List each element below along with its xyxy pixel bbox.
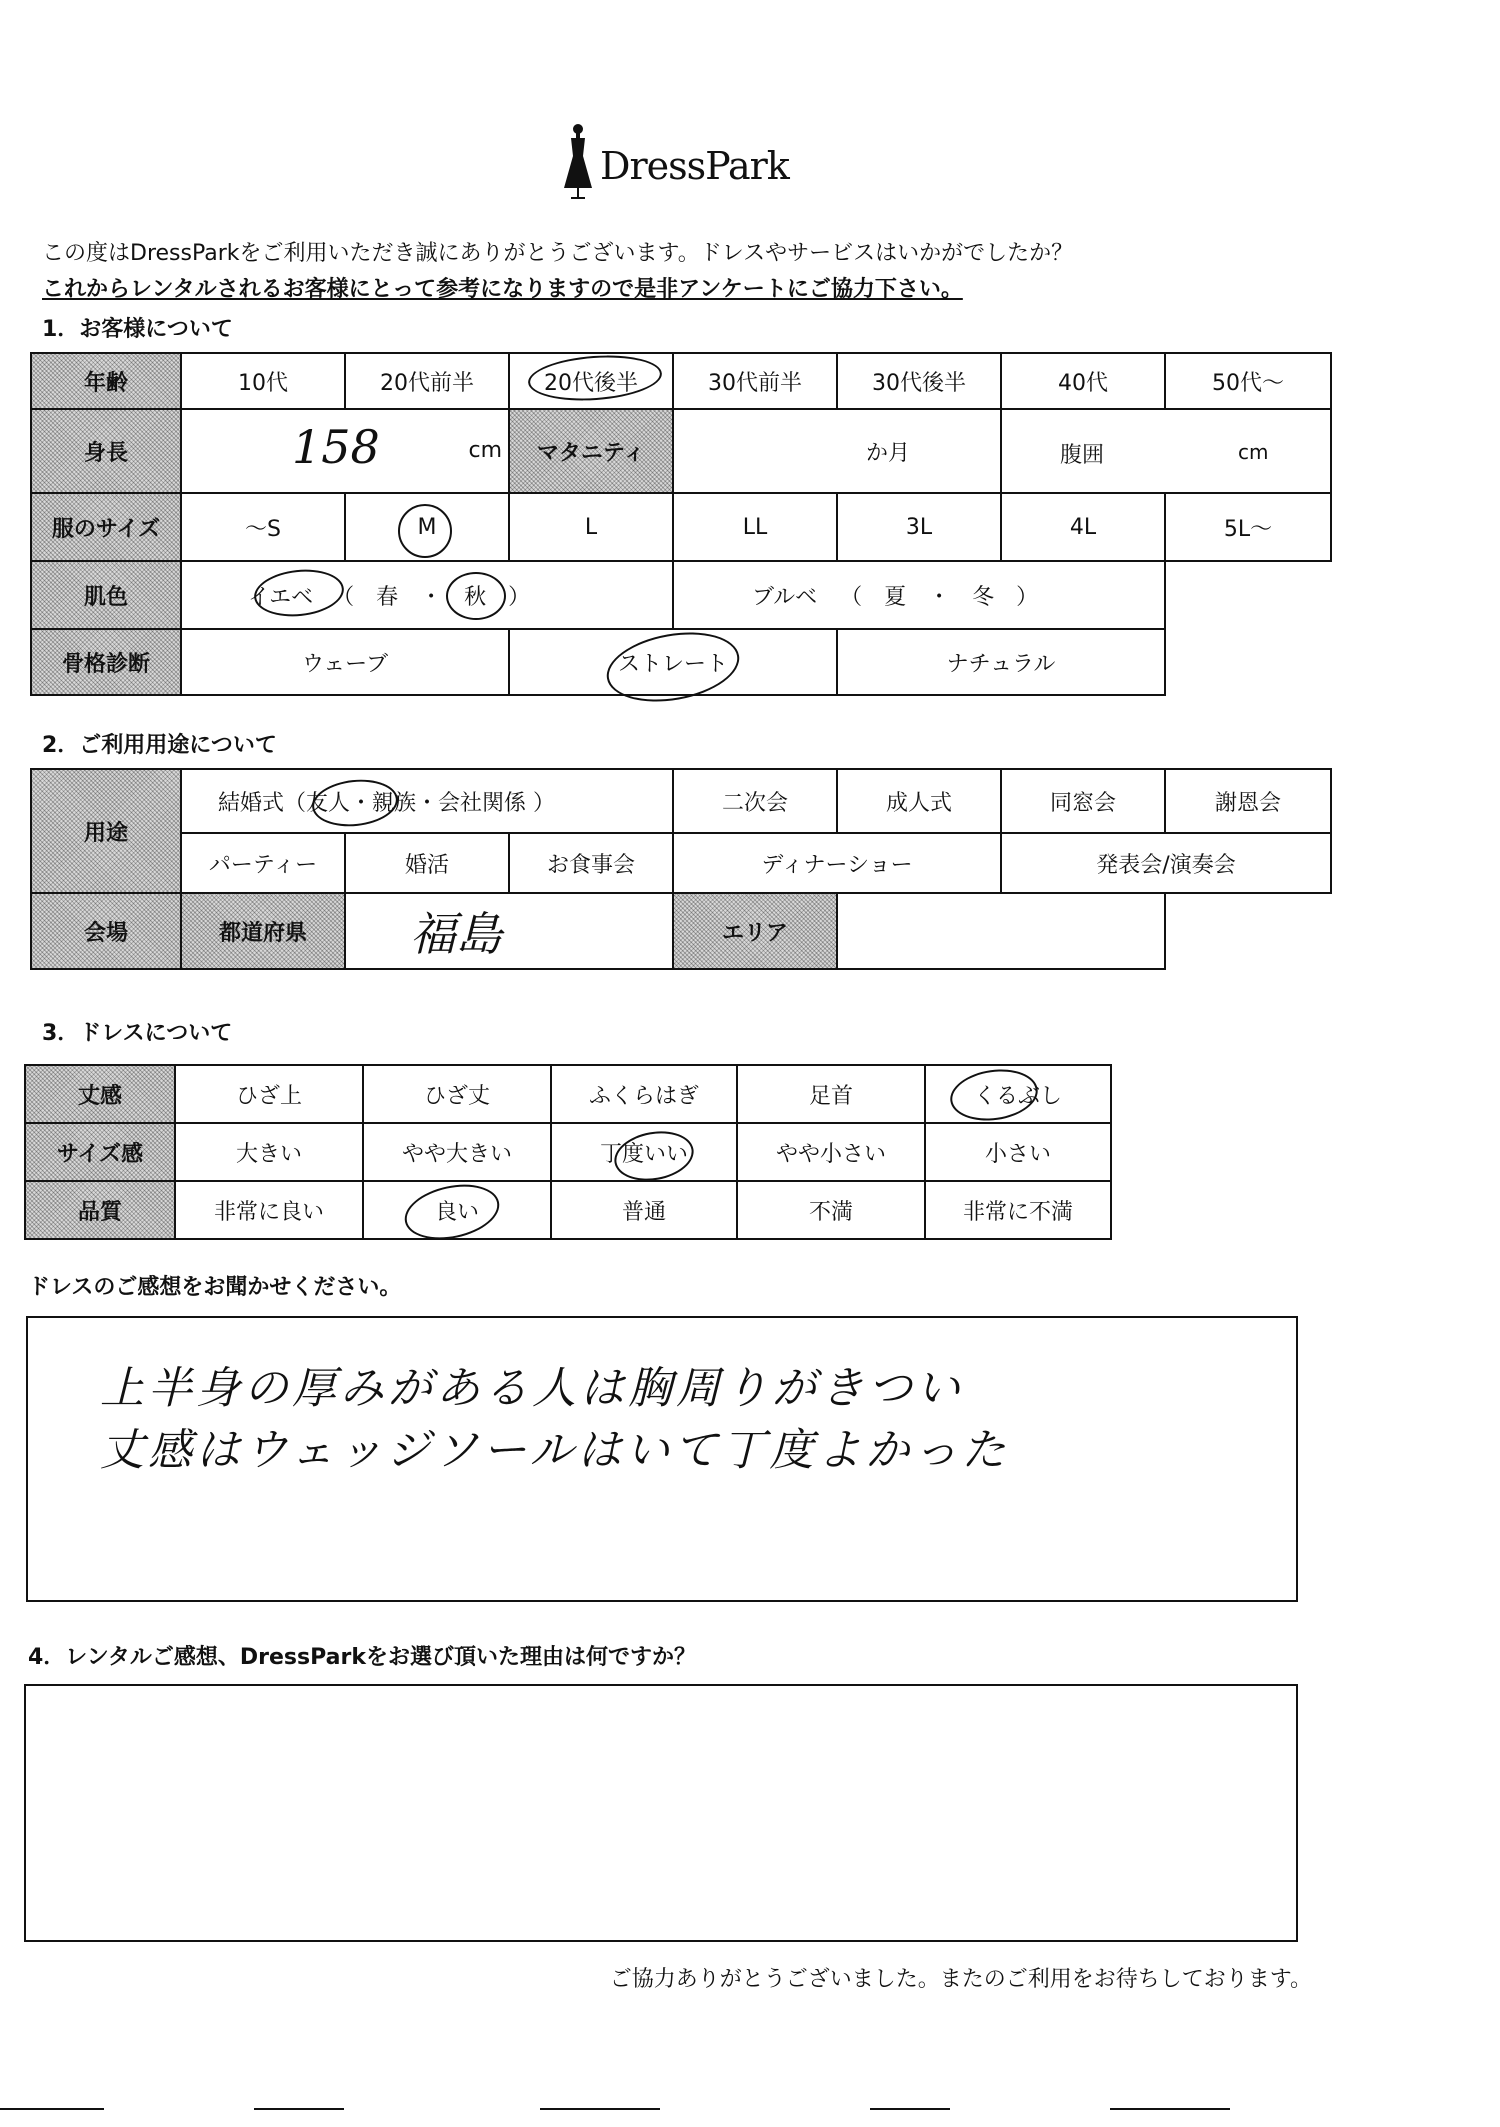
quality-option-selected[interactable]: 良い [363,1181,551,1239]
prefecture-field[interactable] [345,893,673,969]
skin-yellow-seasons: （ 春 ・ 秋 ） [332,584,531,610]
size-option-selected[interactable]: M [345,493,509,561]
usage-option[interactable]: 同窓会 [1001,769,1165,833]
maternity-label: マタニティ [509,409,673,493]
length-option[interactable]: ふくらはぎ [551,1065,737,1123]
age-option[interactable]: 10代 [181,353,345,409]
usage-table [30,768,1332,970]
section4-title: 4．レンタルご感想、DressParkをお選び頂いた理由は何ですか？ [28,1645,696,1670]
quality-option[interactable]: 普通 [551,1181,737,1239]
section3-title: 3．ドレスについて [42,1021,233,1046]
size-option[interactable]: ～S [181,493,345,561]
height-value: 158 [292,420,380,474]
dress-table [24,1064,1112,1240]
size-option[interactable]: L [509,493,673,561]
length-option[interactable]: ひざ上 [175,1065,363,1123]
maternity-months[interactable]: か月 [673,409,1001,493]
fit-option-selected[interactable]: 丁度いい [551,1123,737,1181]
dresspark-logo [560,118,800,208]
length-option-selected[interactable]: くるぶし [925,1065,1111,1123]
scan-mark [0,2108,104,2110]
section1-title: 1．お客様について [42,317,233,342]
usage-option[interactable]: 婚活 [345,833,509,893]
waist-field[interactable] [1001,409,1331,493]
fit-option[interactable]: やや大きい [363,1123,551,1181]
brand-name: DressPark [600,144,789,188]
length-option[interactable]: ひざ丈 [363,1065,551,1123]
dress-silhouette-icon [560,122,596,202]
dress-comment-line: 上半身の厚みがある人は胸周りがきつい [100,1363,964,1414]
intro-text: この度はDressParkをご利用いただき誠にありがとうございます。ドレスやサービスはいかがでしたか？ [42,241,1074,266]
usage-option[interactable]: 成人式 [837,769,1001,833]
age-option[interactable]: 20代前半 [345,353,509,409]
scan-mark [540,2108,660,2110]
usage-label: 用途 [31,769,181,893]
usage-option[interactable]: 二次会 [673,769,837,833]
dress-comment-line: 丈感はウェッジソールはいて丁度よかった [100,1425,1010,1476]
quality-option[interactable]: 非常に不満 [925,1181,1111,1239]
waist-unit: cm [1238,440,1269,464]
size-option[interactable]: 4L [1001,493,1165,561]
scan-mark [1110,2108,1230,2110]
bone-option-selected[interactable]: ストレート [509,629,837,695]
age-label: 年齢 [31,353,181,409]
scan-mark [254,2108,344,2110]
size-option[interactable]: 5L～ [1165,493,1331,561]
size-label: 服のサイズ [31,493,181,561]
usage-option[interactable]: 謝恩会 [1165,769,1331,833]
length-option[interactable]: 足首 [737,1065,925,1123]
wedding-option[interactable]: 結婚式（友人・親族・会社関係 ） [181,769,673,833]
waist-label: 腹囲 [1060,443,1105,468]
quality-option[interactable]: 非常に良い [175,1181,363,1239]
venue-label: 会場 [31,893,181,969]
skin-blue[interactable] [673,561,1165,629]
intro-request: これからレンタルされるお客様にとって参考になりますので是非アンケートにご協力下さい。 [42,277,963,302]
dress-comment-prompt: ドレスのご感想をお聞かせください。 [28,1275,402,1300]
usage-option[interactable]: お食事会 [509,833,673,893]
customer-table [30,352,1332,696]
height-unit: cm [468,438,502,463]
skin-label: 肌色 [31,561,181,629]
prefecture-label: 都道府県 [181,893,345,969]
fit-option[interactable]: やや小さい [737,1123,925,1181]
usage-option[interactable]: ディナーショー [673,833,1001,893]
fit-option[interactable]: 大きい [175,1123,363,1181]
prefecture-value: 福島 [410,907,502,961]
bone-option[interactable]: ウェーブ [181,629,509,695]
size-option[interactable]: 3L [837,493,1001,561]
quality-label: 品質 [25,1181,175,1239]
age-option-selected[interactable]: 20代後半 [509,353,673,409]
quality-option[interactable]: 不満 [737,1181,925,1239]
fit-option[interactable]: 小さい [925,1123,1111,1181]
skin-yellow-label: イエベ [248,584,314,610]
empty-cell [1165,561,1331,629]
bone-label: 骨格診断 [31,629,181,695]
age-option[interactable]: 30代後半 [837,353,1001,409]
usage-option[interactable]: 発表会/演奏会 [1001,833,1331,893]
area-label: エリア [673,893,837,969]
age-option[interactable]: 40代 [1001,353,1165,409]
scan-mark [870,2108,950,2110]
dress-comment-box[interactable] [26,1316,1298,1602]
fit-label: サイズ感 [25,1123,175,1181]
height-label: 身長 [31,409,181,493]
size-option[interactable]: LL [673,493,837,561]
bone-option[interactable]: ナチュラル [837,629,1165,695]
section2-title: 2．ご利用用途について [42,733,277,758]
skin-blue-seasons: （ 夏 ・ 冬 ） [840,584,1039,610]
skin-yellow[interactable] [181,561,673,629]
height-field[interactable] [181,409,509,493]
usage-option[interactable]: パーティー [181,833,345,893]
area-field[interactable] [837,893,1165,969]
age-option[interactable]: 30代前半 [673,353,837,409]
skin-blue-label: ブルベ [752,584,818,610]
length-label: 丈感 [25,1065,175,1123]
empty-cell [1165,629,1331,695]
rental-comment-box[interactable] [24,1684,1298,1942]
age-option[interactable]: 50代～ [1165,353,1331,409]
footer-thanks: ご協力ありがとうございました。またのご利用をお待ちしております。 [609,1967,1312,1992]
empty-cell [1165,893,1331,969]
